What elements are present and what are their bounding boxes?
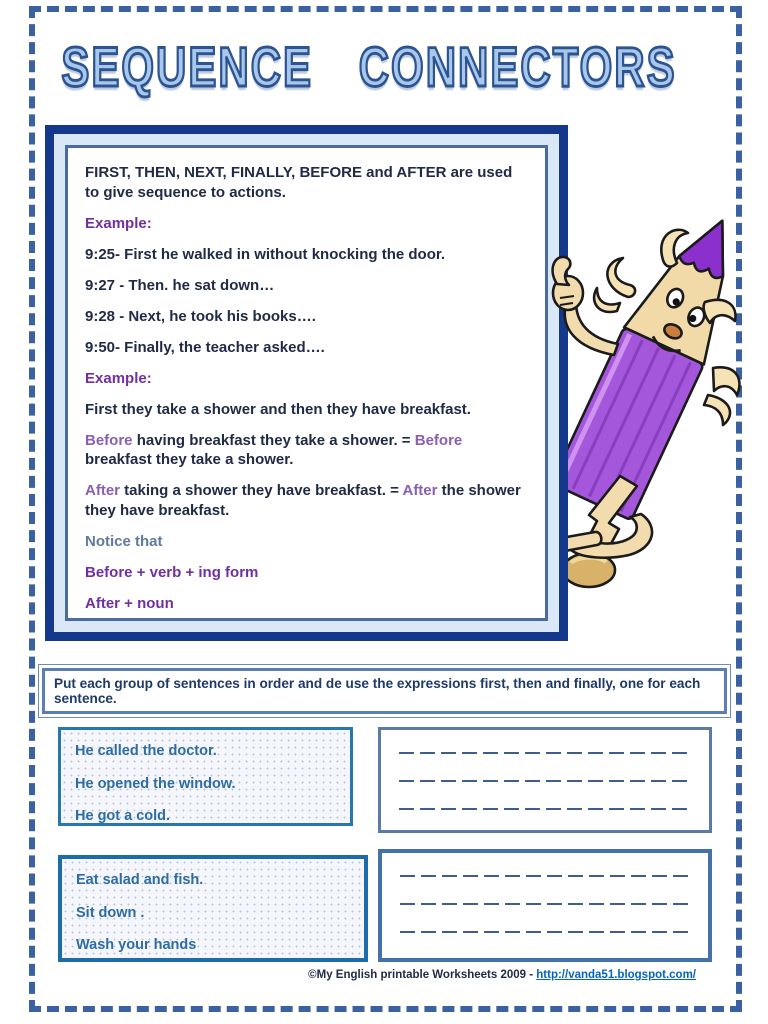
info-line-segment: taking a shower they have breakfast. = <box>124 482 403 499</box>
info-line <box>85 163 529 202</box>
exercise-sentence: He opened the window. <box>75 775 236 792</box>
info-line-segment: Example: <box>85 369 152 387</box>
exercise-2-sentence-box <box>58 855 368 962</box>
info-line <box>85 307 529 327</box>
exercise-sentence: He got a cold. <box>75 808 171 825</box>
info-line-segment: having breakfast they take a shower. = <box>136 431 415 449</box>
info-text <box>65 145 548 621</box>
info-line-segment: After + noun <box>85 594 174 612</box>
info-line-segment: After <box>402 482 438 499</box>
info-line <box>85 276 529 296</box>
answer-line[interactable] <box>400 875 690 877</box>
answer-line[interactable] <box>399 780 691 782</box>
exercise-2-answer-box[interactable] <box>378 849 712 962</box>
info-box-band <box>54 134 559 632</box>
info-line-segment: 9:28 - Next, he took his books…. <box>85 307 316 325</box>
exercise-1-sentence-box <box>58 727 353 826</box>
info-line-segment: Before <box>414 431 463 449</box>
exercise-sentence: Wash your hands <box>76 937 197 954</box>
info-line-segment: the shower they have breakfast. <box>85 482 521 519</box>
info-line-segment: 9:27 - Then. he sat down… <box>85 276 275 294</box>
exercise-sentence: Sit down . <box>76 904 145 921</box>
info-line-segment: 9:50- Finally, the teacher asked…. <box>85 338 325 356</box>
answer-line[interactable] <box>400 931 690 933</box>
info-line <box>85 431 529 470</box>
info-line-segment: Before <box>85 431 137 449</box>
info-line-segment: FIRST, THEN, NEXT, FINALLY, BEFORE and AFTER are used to give sequence to actions. <box>85 164 513 201</box>
exercise-sentence: Eat salad and fish. <box>76 872 204 888</box>
info-line-segment: Before + verb + ing form <box>85 563 259 581</box>
instruction-banner <box>38 664 731 718</box>
footer <box>0 969 696 981</box>
info-line-segment: Example: <box>85 214 152 232</box>
info-line <box>85 338 529 358</box>
info-line-segment: breakfast they take a shower. <box>85 451 294 468</box>
exercise-sentence: He called the doctor. <box>75 743 217 759</box>
info-line-segment: 9:25- First he walked in without knocking the door. <box>85 245 446 263</box>
info-line <box>85 594 529 614</box>
info-line <box>85 563 529 583</box>
worksheet-title: SEQUENCE CONNECTORS <box>61 36 677 99</box>
info-line <box>85 481 529 520</box>
info-line <box>85 245 529 265</box>
info-line <box>85 214 529 234</box>
thumbs-up-hand-icon <box>544 252 624 367</box>
info-line <box>85 400 529 420</box>
info-line-segment: First they take a shower and then they have breakfast. <box>85 400 471 418</box>
answer-line[interactable] <box>399 752 691 754</box>
info-line <box>85 369 529 389</box>
answer-line[interactable] <box>399 808 691 810</box>
copyright-text: ©My English printable Worksheets 2009 - <box>308 969 537 981</box>
answer-line[interactable] <box>400 903 690 905</box>
info-line-segment: Notice that <box>85 532 163 550</box>
info-box <box>45 125 568 641</box>
footer-link[interactable]: http://vanda51.blogspot.com/ <box>536 969 696 981</box>
exercise-1-answer-box[interactable] <box>378 727 712 833</box>
info-line <box>85 532 529 552</box>
info-line-segment: After <box>85 482 125 499</box>
instruction-banner-inner <box>42 668 727 714</box>
instruction-text: Put each group of sentences in order and de use the expressions first, then and finally, one for each sentence. <box>54 676 701 706</box>
